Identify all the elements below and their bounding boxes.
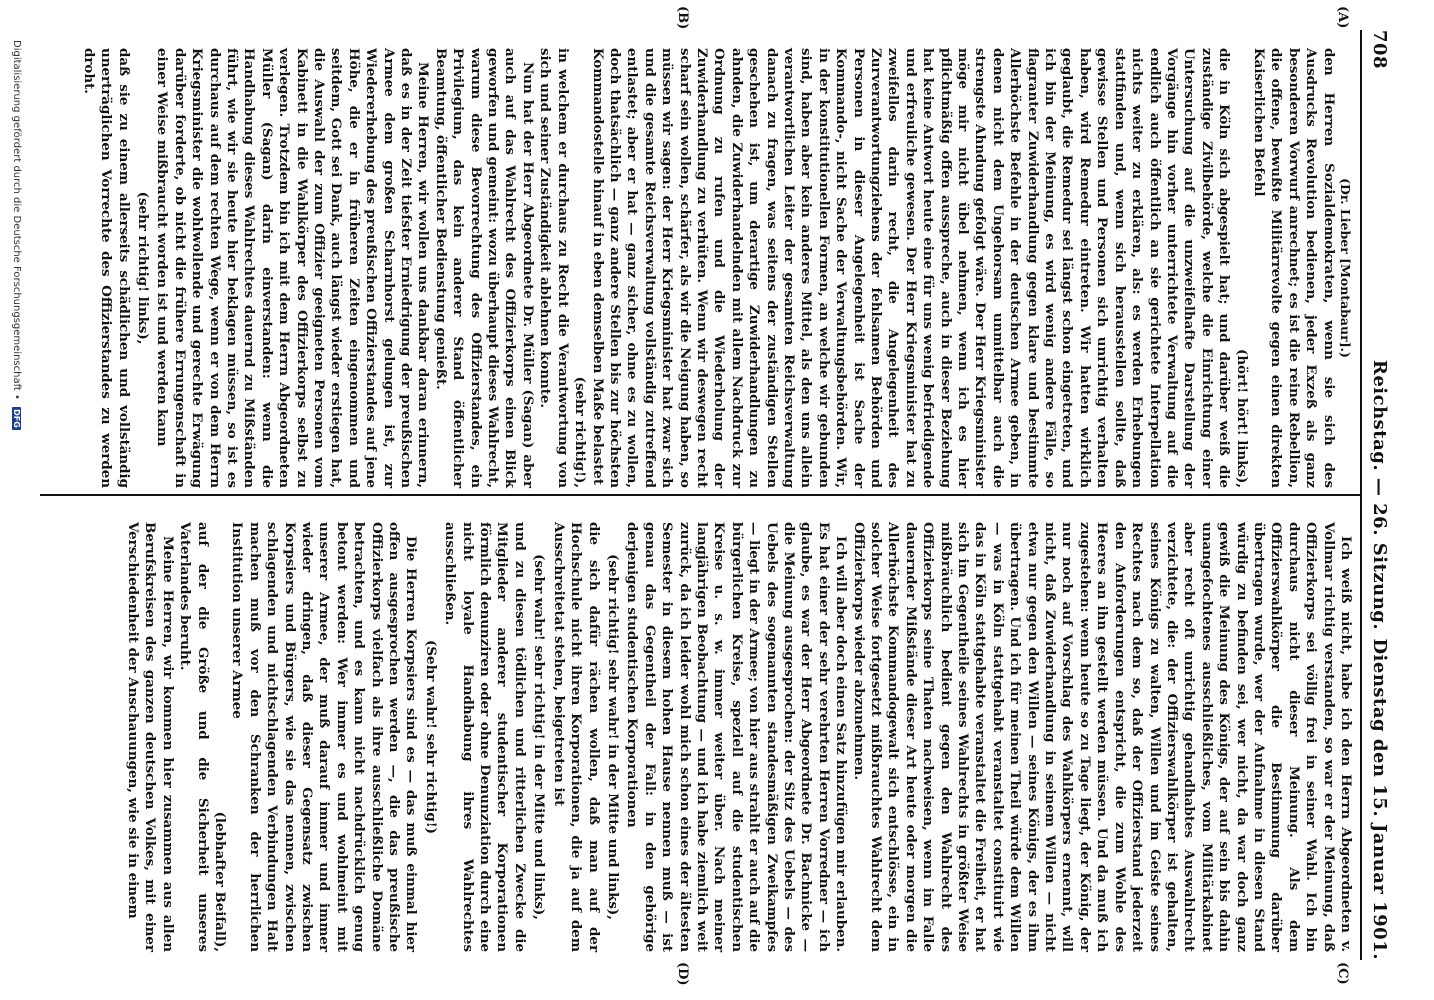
paragraph: in welchem er durchaus zu Recht die Verantwortung von sich und seiner Zuständigkeit ablehnen konnte. bbox=[537, 48, 571, 488]
paragraph: Nun hat der Herr Abgeordnete Dr. Müller (Sagan) aber auch auf das Wahlrecht des Offizierkorps einen Blick geworfen und gemeint: wozu überhaupt dieses Wahlrecht, warum diese Bevorrechtung des Offizierstandes, ein Privilegium, das kein anderer Stand öffentlicher Beamtung, öffentlicher Bedienstung genießt. bbox=[432, 48, 536, 488]
digitization-footer bbox=[6, 40, 22, 960]
header-rule bbox=[1360, 30, 1362, 960]
interjection: (Sehr wahr! sehr richtig!) bbox=[422, 640, 439, 834]
right-column bbox=[124, 522, 1354, 952]
interjection: (sehr richtig!), bbox=[572, 376, 589, 488]
paragraph: Die Herren Korpsiers sind es — das muß einmal hier offen ausgesprochen werden —, die das preußische Offizierkorps vielfach als ihre ausschließliche Domäne betrachten, und es kann nicht nachdrücklich genug betont werden: Wer immer es und wohlmeint mit unserer Armee, der muß darauf immer und immer wieder dringen, daß dieser Gegensatz zwischen Korpsiers und Bürgers, wie sie das nennen, zwischen schlagenden und nichtschlagenden Verbindungen Halt machen muß vor den Schranken der herrlichen Institution unserer Armee bbox=[229, 522, 420, 952]
footer-text: Digitalisierung gefördert durch die Deutsche Forschungsgemeinschaft • bbox=[11, 40, 22, 400]
dfg-logo: DFG bbox=[12, 409, 21, 428]
paragraph: Meine Herren, wir wollen uns dankbar daran erinnern, daß es in der Zeit tiefster Erniedrigung der preußischen Armee dem großen Scharnhorst gelungen ist, zur Wiedererhebung des preußischen Offizierstandes auf jene Höhe, die er in früheren Zeiten eingenommen und seitdem, Gott sei Dank, auch längst wieder erstiegen hat, die Auswahl der zum Offizier geeigneten Personen vom Kabinett in die Wahlkörper des Offizierkorps selbst zu verlegen. Trotzdem bin ich mit dem Herrn Abgeordneten Müller (Sagan) darin einverstanden: wenn die Handhabung dieses Wahlrechtes dauernd zu Mißständen führt, wie wir sie heute hier beklagen müssen, so ist es durchaus auf dem rechten Wege, wenn er von dem Herrn Kriegsminister die wohlwollende und gerechte Erwägung darüber forderte, ob nicht die frühere Errungenschaft in einer Weise mißbraucht worden ist und werden kann bbox=[154, 48, 432, 488]
paragraph: den Herren Sozialdemokraten, wenn sie sich des Ausdrucks Revolution bedienen, jeder Exzeß als ganz besonderen Vorwurf anrechnet; es ist die reine Rebellion, die offene, bewußte Militärrevolte gegen einen direkten Kaiserlichen Befehl bbox=[1250, 48, 1337, 488]
session-date: Dienstag den 15. Januar 1901. bbox=[1369, 638, 1390, 960]
paragraph: Meine Herren, wir kommen hier zusammen aus allen Berufskreisen des ganzen deutschen Volkes, mit einer Verschiedenheit der Anschauungen, wie sie in einem bbox=[124, 522, 176, 952]
paragraph: die in Köln sich abgespielt hat; und darüber weiß die zuständige Zivilbehörde, welche die Einrichtung einer Untersuchung auf die unzweifelhafte Darstellung der Vorgänge hin vorher unterrichtete Verwaltung auf die endlich auch öffentlich an sie gerichtete Interpellation nichts weiter zu erklären, als: es werden Erhebungen stattfinden und, wenn sich herausstellen sollte, daß gewisse Stellen und Personen sich unrichtig verhalten haben, wird Remedur eintreten. Wir hatten wirklich geglaubt, die Remedur sei längst schon eingetreten, und ich bin der Meinung, es wird wenig andere Fälle, so flagranter Zuwiderhandlung gegen klare und bestimmte Allerhöchste Befehle in der deutschen Armee geben, in denen nicht dem Ungehorsam unmittelbar auch die strengste Ahndung gefolgt wäre. Der Herr Kriegsminister möge mir nicht übel nehmen, wenn ich es hier pflichtmäßig offen ausspreche, auch in dieser Beziehung hat keine Antwort heute eine für uns wenig befriedigende und erfreuliche gewesen. Der Herr Kriegsminister hat zu zweifellos darin recht, die Angelegenheit des Zurverantwortungziehens der fehlsamen Behörden und Personen in dieser Angelegenheit ist Sache der Kommando-, nicht Sache der Verwaltungsbehörden. Wir, in der konstitutionellen Formen, an welche wir gebunden sind, haben aber kein anderes Mittel, als den uns allein verantwortlichen Leiter der gesamten Reichsverwaltung danach zu fragen, was seitens der zuständigen Stellen geschehen ist, um derartige Zuwiderhandlungen zu ahnden, die Zuwiderhandelnden mit allem Nachdruck zur Ordnung zu rufen und die Wiederholung der Zuwiderhandlung zu verhüten. Wenn wir deswegen recht scharf sein wollen, schärfer, als wir die Neigung haben, so müssen wir sagen: der Herr Kriegsminister hat zwar sich und die gesamte Reichsverwaltung vollständig zutreffend entlastet; aber er hat — ganz sicher, ohne es zu wollen, doch thatsächlich — ganz andere Stellen bis zur höchsten Kommandostelle hinauf in eben demselben Maße belastet bbox=[589, 48, 1233, 488]
margin-mark-d: (D) bbox=[675, 962, 690, 986]
paragraph: und zu diesen tödlichen und ritterlichen Zwecke die Mitglieder anderer studentischer Korporationen förmlich denunziren oder ohne Denunziation durch eine nicht loyale Handhabung ihres Wahlrechtes ausschließen. bbox=[442, 522, 528, 952]
speaker-line: (Dr. Lieber [Montabaur].) bbox=[1338, 178, 1353, 358]
column-divider bbox=[40, 494, 1360, 496]
page-header bbox=[1364, 30, 1390, 960]
paragraph: daß sie zu einem allerseits schädlichen und vollständig unerträglichen Vorrechte des Offizierstandes zu werden droht. bbox=[80, 48, 132, 488]
interjection: (sehr richtig! sehr wahr! in der Mitte und links), bbox=[604, 554, 621, 920]
paragraph: Ich will aber doch einen Satz hinzufügen mir erlauben. Es hat einer der sehr verehrten Herren Vorredner — ich glaube, es war der Herr Abgeordnete Dr. Bachnicke — die Meinung ausgesprochen: der Sitz des Uebels — des Uebels des sogenannten standesmäßigen Zweikampfes — liegt in der Armee; von hier aus strahlt er auch auf die bürgerlichen Kreise, speziell auf die studentischen Kreise u. s. w. immer weiter über. Nach meiner langjährigen Beobachtung — und ich habe ziemlich weit zurück, da ich leider wohl mich schon eines der ältesten Semester in diesem hohen Hause nennen muß — ist genau das Gegentheil der Fall: in den gehörige derjenigen studentischen Korporationen bbox=[624, 522, 850, 952]
interjection: (lebhafter Beifall), bbox=[212, 811, 228, 952]
page-number: 708 bbox=[1369, 30, 1390, 70]
paragraph: auf der die Größe und die Sicherheit unseres Vaterlandes beruht. bbox=[177, 522, 211, 952]
margin-mark-a: (A) bbox=[1335, 6, 1350, 29]
paragraph: Ich weiß nicht, habe ich den Herrn Abgeordneten v. Vollmar richtig verstanden, so war er der Meinung, daß Offizierkorps sei völlig frei in seiner Wahl. Ich bin durchaus nicht dieser Meinung. Als dem Offizierswahlkörper die Bestimmung darüber übertragen wurde, wer der Aufnahme in diesen Stand würdig zu befinden sei, wer nicht, da war doch ganz gewiß die Meinung des Königs, der auf sein bis dahin unangefochtenes ausschließliches, vom Militärkabinet aber recht oft unrichtig gehandhabtes Auswahlrecht verzichtete, die: der Offizierswahlkörper ist gehalten, seines Königs zu walten, Willen und im Geiste seines Rechtes nach dem so, daß der Offizierstand jederzeit den Anforderungen entspricht, die zum Wohle des Heeres an ihn gestellt werden müssen. Und da muß ich zugestehen: wenn heute so zu Tage liegt, der König, der nur noch auf Vorschlag des Wahlkörpers ernennt, will nicht, daß Zuwiderhandlung in seinem Willen — nicht etwa nur gegen den Willen — seines Königs, der es ihm übertragen. Und ich für meinen Theil würde dem Willen — was in Köln stattgehabt veranstaltet constituirt wie das in Köln stattgehabte veranstaltet die Freiheit, er hat sich im Gegentheile seines Wahlrechts in größter Weise mißbräuchlich bedient gegen den Wahlrecht des Offizierkorps seine Thaten nachweisen, wenn im Falle dauernder Mißstände dieser Art heute oder morgen die Allerhöchste Kommandogewalt sich entschlösse, ein in solcher Weise fortgesetzt mißbrauchtes Wahlrecht dem Offizierkorps wieder abzunehmen. bbox=[850, 522, 1354, 952]
left-column bbox=[79, 48, 1354, 488]
session-title: Reichstag. — 26. Sitzung. bbox=[1369, 359, 1390, 631]
interjection: (sehr wahr! sehr richtig! in der Mitte und links), bbox=[531, 554, 548, 920]
margin-mark-b: (B) bbox=[675, 6, 690, 30]
interjection: (sehr richtig! links), bbox=[134, 191, 151, 345]
interjection: (hört! hört! links), bbox=[1233, 349, 1250, 488]
margin-mark-c: (C) bbox=[1335, 962, 1350, 985]
paragraph: die sich dafür rächen wollen, daß man auf der Hochschule nicht ihren Korporationen, die ja auf dem Ausschreitetat stehen, beigetreten ist bbox=[550, 522, 602, 952]
